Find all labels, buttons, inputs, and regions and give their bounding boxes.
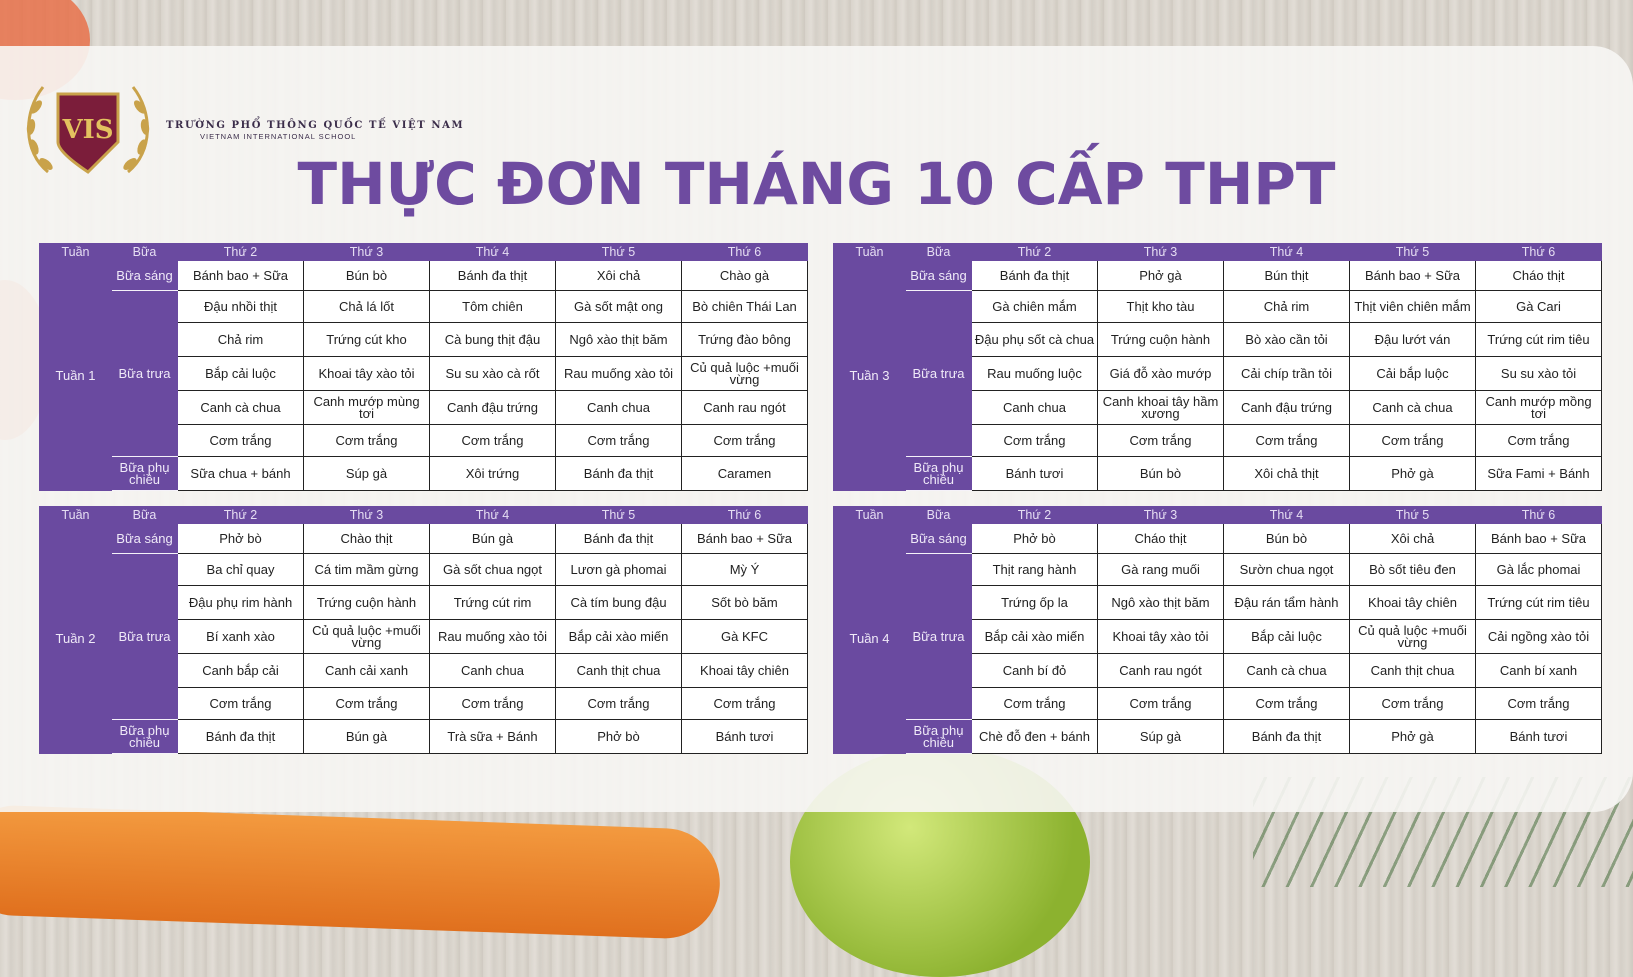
menu-cell: Tôm chiên	[430, 291, 556, 323]
menu-cell: Cơm trắng	[304, 688, 430, 720]
menu-cell: Cơm trắng	[1476, 425, 1602, 457]
menu-cell: Rau muống xào tỏi	[430, 620, 556, 654]
meal-label-snack: Bữa phụ chiều	[112, 457, 178, 491]
meal-label-snack: Bữa phụ chiều	[906, 457, 972, 491]
menu-cell: Canh cà chua	[178, 391, 304, 425]
menu-cell: Thịt viên chiên mắm	[1350, 291, 1476, 323]
menu-cell: Bánh đa thịt	[972, 261, 1098, 291]
menu-cell: Cơm trắng	[178, 425, 304, 457]
menu-cell: Bắp cải luộc	[178, 357, 304, 391]
menu-cell: Canh bí xanh	[1476, 654, 1602, 688]
menu-cell: Chả lá lốt	[304, 291, 430, 323]
menu-cell: Bánh đa thịt	[178, 720, 304, 754]
menu-cell: Bắp cải xào miến	[556, 620, 682, 654]
meal-label-snack: Bữa phụ chiều	[906, 720, 972, 754]
menu-cell: Gà sốt chua ngọt	[430, 554, 556, 586]
menu-cell: Bánh bao + Sữa	[178, 261, 304, 291]
menu-cell: Bánh bao + Sữa	[1476, 524, 1602, 554]
menu-cell: Canh đậu trứng	[1224, 391, 1350, 425]
menu-cell: Bún gà	[430, 524, 556, 554]
column-header: Thứ 6	[682, 507, 808, 524]
column-header: Thứ 4	[1224, 244, 1350, 261]
menu-cell: Đậu phụ rim hành	[178, 586, 304, 620]
menu-cell: Phở bò	[178, 524, 304, 554]
column-header: Thứ 5	[556, 244, 682, 261]
menu-cell: Gà rang muối	[1098, 554, 1224, 586]
menu-cell: Bánh tươi	[972, 457, 1098, 491]
menu-cell: Cháo thịt	[1098, 524, 1224, 554]
menu-cell: Trứng cuộn hành	[1098, 323, 1224, 357]
menu-cell: Cải chíp trần tỏi	[1224, 357, 1350, 391]
menu-cell: Caramen	[682, 457, 808, 491]
menu-cell: Trứng đào bông	[682, 323, 808, 357]
menu-cell: Cà bung thịt đậu	[430, 323, 556, 357]
column-header: Thứ 4	[430, 244, 556, 261]
menu-cell: Ba chỉ quay	[178, 554, 304, 586]
menu-cell: Gà lắc phomai	[1476, 554, 1602, 586]
column-header: Thứ 2	[972, 244, 1098, 261]
column-header: Thứ 3	[1098, 507, 1224, 524]
menu-cell: Bánh tươi	[682, 720, 808, 754]
menu-cell: Canh mướp mùng tơi	[304, 391, 430, 425]
menu-cell: Canh mướp mồng tơi	[1476, 391, 1602, 425]
menu-table-week-1	[39, 243, 808, 491]
menu-cell: Cơm trắng	[556, 688, 682, 720]
menu-cell: Trứng cút rim tiêu	[1476, 323, 1602, 357]
meal-label-lunch: Bữa trưa	[112, 291, 178, 457]
menu-cell: Cơm trắng	[1098, 425, 1224, 457]
menu-cell: Phở bò	[972, 524, 1098, 554]
column-header: Thứ 4	[430, 507, 556, 524]
menu-cell: Canh khoai tây hầm xương	[1098, 391, 1224, 425]
menu-cell: Chả rim	[178, 323, 304, 357]
menu-cell: Phở bò	[556, 720, 682, 754]
column-header: Thứ 2	[178, 244, 304, 261]
meal-label-breakfast: Bữa sáng	[112, 524, 178, 554]
menu-cell: Phở gà	[1350, 720, 1476, 754]
menu-table-week-2	[39, 506, 808, 754]
menu-cell: Bánh đa thịt	[556, 457, 682, 491]
school-name	[166, 120, 464, 141]
column-header: Thứ 5	[1350, 244, 1476, 261]
menu-cell: Khoai tây xào tỏi	[304, 357, 430, 391]
menu-cell: Trứng cút kho	[304, 323, 430, 357]
menu-cell: Gà sốt mật ong	[556, 291, 682, 323]
menu-cell: Canh cải xanh	[304, 654, 430, 688]
meal-label-lunch: Bữa trưa	[906, 554, 972, 720]
column-header: Thứ 6	[1476, 244, 1602, 261]
menu-cell: Thịt rang hành	[972, 554, 1098, 586]
week-label: Tuần 3	[834, 261, 906, 491]
menu-cell: Cơm trắng	[178, 688, 304, 720]
menu-cell: Canh chua	[556, 391, 682, 425]
menu-cell: Bò xào cần tỏi	[1224, 323, 1350, 357]
menu-cell: Thịt kho tàu	[1098, 291, 1224, 323]
menu-cell: Chè đỗ đen + bánh	[972, 720, 1098, 754]
menu-cell: Cơm trắng	[1476, 688, 1602, 720]
menu-cell: Phở gà	[1350, 457, 1476, 491]
menu-cell: Sườn chua ngọt	[1224, 554, 1350, 586]
menu-cell: Trứng cuộn hành	[304, 586, 430, 620]
column-header: Bữa	[112, 244, 178, 261]
menu-cell: Cơm trắng	[430, 688, 556, 720]
column-header: Tuần	[834, 507, 906, 524]
menu-cell: Rau muống xào tỏi	[556, 357, 682, 391]
menu-cell: Cơm trắng	[430, 425, 556, 457]
menu-cell: Xôi chả	[556, 261, 682, 291]
school-name-en: VIETNAM INTERNATIONAL SCHOOL	[200, 132, 357, 141]
menu-table-week-3	[833, 243, 1602, 491]
menu-cell: Cải ngồng xào tỏi	[1476, 620, 1602, 654]
menu-cell: Bún gà	[304, 720, 430, 754]
menu-cell: Canh cà chua	[1350, 391, 1476, 425]
menu-cell: Xôi trứng	[430, 457, 556, 491]
column-header: Thứ 5	[556, 507, 682, 524]
menu-cell: Chào gà	[682, 261, 808, 291]
menu-cell: Canh bí đỏ	[972, 654, 1098, 688]
meal-label-breakfast: Bữa sáng	[112, 261, 178, 291]
menu-cell: Ngô xào thịt băm	[1098, 586, 1224, 620]
menu-cell: Bắp cải xào miến	[972, 620, 1098, 654]
menu-cell: Cơm trắng	[972, 688, 1098, 720]
meal-label-lunch: Bữa trưa	[112, 554, 178, 720]
column-header: Thứ 3	[1098, 244, 1224, 261]
menu-cell: Chào thịt	[304, 524, 430, 554]
menu-cell: Cơm trắng	[556, 425, 682, 457]
menu-cell: Su su xào cà rốt	[430, 357, 556, 391]
meal-label-lunch: Bữa trưa	[906, 291, 972, 457]
menu-cell: Canh chua	[972, 391, 1098, 425]
menu-cell: Xôi chả	[1350, 524, 1476, 554]
menu-cell: Sốt bò băm	[682, 586, 808, 620]
menu-cell: Khoai tây xào tỏi	[1098, 620, 1224, 654]
menu-cell: Gà KFC	[682, 620, 808, 654]
menu-cell: Canh rau ngót	[682, 391, 808, 425]
menu-cell: Đậu phụ sốt cà chua	[972, 323, 1098, 357]
column-header: Thứ 2	[178, 507, 304, 524]
menu-cell: Củ quả luộc +muối vừng	[1350, 620, 1476, 654]
menu-cell: Chả rim	[1224, 291, 1350, 323]
menu-cell: Gà Cari	[1476, 291, 1602, 323]
menu-cell: Bánh bao + Sữa	[1350, 261, 1476, 291]
menu-cell: Súp gà	[1098, 720, 1224, 754]
menu-cell: Canh cà chua	[1224, 654, 1350, 688]
menu-cell: Canh bắp cải	[178, 654, 304, 688]
menu-cell: Cơm trắng	[682, 425, 808, 457]
column-header: Tuần	[834, 244, 906, 261]
menu-cell: Đậu nhồi thịt	[178, 291, 304, 323]
menu-cell: Bò chiên Thái Lan	[682, 291, 808, 323]
menu-cell: Đậu rán tẩm hành	[1224, 586, 1350, 620]
menu-cell: Cá tim mầm gừng	[304, 554, 430, 586]
column-header: Tuần	[40, 507, 112, 524]
menu-cell: Cơm trắng	[1224, 688, 1350, 720]
menu-cell: Cơm trắng	[1224, 425, 1350, 457]
menu-cell: Bắp cải luộc	[1224, 620, 1350, 654]
carrot-decoration	[0, 804, 722, 940]
column-header: Thứ 4	[1224, 507, 1350, 524]
school-name-vn: TRƯỜNG PHỔ THÔNG QUỐC TẾ VIỆT NAM	[166, 120, 465, 131]
menu-cell: Sữa chua + bánh	[178, 457, 304, 491]
column-header: Thứ 3	[304, 507, 430, 524]
menu-cell: Cơm trắng	[1350, 688, 1476, 720]
svg-text:VIS: VIS	[62, 115, 114, 145]
menu-cell: Củ quả luộc +muối vừng	[682, 357, 808, 391]
menu-cell: Canh chua	[430, 654, 556, 688]
menu-cell: Cà tím bung đậu	[556, 586, 682, 620]
menu-cell: Cơm trắng	[1350, 425, 1476, 457]
menu-cell: Bánh đa thịt	[556, 524, 682, 554]
week-label: Tuần 4	[834, 524, 906, 754]
menu-cell: Cơm trắng	[304, 425, 430, 457]
menu-cell: Canh đậu trứng	[430, 391, 556, 425]
column-header: Bữa	[906, 244, 972, 261]
menu-cell: Bún bò	[1224, 524, 1350, 554]
column-header: Thứ 6	[682, 244, 808, 261]
menu-cell: Canh thịt chua	[556, 654, 682, 688]
column-header: Bữa	[112, 507, 178, 524]
menu-cell: Phở gà	[1098, 261, 1224, 291]
menu-cell: Bánh đa thịt	[430, 261, 556, 291]
menu-cell: Bò sốt tiêu đen	[1350, 554, 1476, 586]
menu-cell: Bánh tươi	[1476, 720, 1602, 754]
menu-table-week-4	[833, 506, 1602, 754]
menu-cell: Giá đỗ xào mướp	[1098, 357, 1224, 391]
menu-cell: Trứng ốp la	[972, 586, 1098, 620]
menu-cell: Bún thịt	[1224, 261, 1350, 291]
menu-cell: Canh thịt chua	[1350, 654, 1476, 688]
meal-label-breakfast: Bữa sáng	[906, 261, 972, 291]
menu-cell: Khoai tây chiên	[682, 654, 808, 688]
menu-cell: Rau muống luộc	[972, 357, 1098, 391]
meal-label-snack: Bữa phụ chiều	[112, 720, 178, 754]
menu-cell: Khoai tây chiên	[1350, 586, 1476, 620]
menu-cell: Gà chiên mắm	[972, 291, 1098, 323]
column-header: Thứ 6	[1476, 507, 1602, 524]
menu-cell: Trứng cút rim tiêu	[1476, 586, 1602, 620]
page-title: THỰC ĐƠN THÁNG 10 CẤP THPT	[297, 150, 1336, 218]
menu-cell: Bún bò	[1098, 457, 1224, 491]
menu-cell: Súp gà	[304, 457, 430, 491]
menu-cell: Sữa Fami + Bánh	[1476, 457, 1602, 491]
menu-cell: Ngô xào thịt băm	[556, 323, 682, 357]
menu-cell: Mỳ Ý	[682, 554, 808, 586]
menu-cell: Trứng cút rim	[430, 586, 556, 620]
menu-cell: Cơm trắng	[1098, 688, 1224, 720]
menu-cell: Bí xanh xào	[178, 620, 304, 654]
meal-label-breakfast: Bữa sáng	[906, 524, 972, 554]
column-header: Thứ 3	[304, 244, 430, 261]
week-label: Tuần 1	[40, 261, 112, 491]
menu-cell: Canh rau ngót	[1098, 654, 1224, 688]
menu-cell: Cơm trắng	[972, 425, 1098, 457]
menu-cell: Trà sữa + Bánh	[430, 720, 556, 754]
menu-cell: Cháo thịt	[1476, 261, 1602, 291]
menu-cell: Củ quả luộc +muối vừng	[304, 620, 430, 654]
menu-cell: Cơm trắng	[682, 688, 808, 720]
menu-cell: Xôi chả thịt	[1224, 457, 1350, 491]
column-header: Thứ 2	[972, 507, 1098, 524]
column-header: Tuần	[40, 244, 112, 261]
menu-cell: Bún bò	[304, 261, 430, 291]
column-header: Thứ 5	[1350, 507, 1476, 524]
menu-cell: Đậu lướt ván	[1350, 323, 1476, 357]
column-header: Bữa	[906, 507, 972, 524]
menu-cell: Lươn gà phomai	[556, 554, 682, 586]
menu-cell: Bánh bao + Sữa	[682, 524, 808, 554]
menu-cell: Bánh đa thịt	[1224, 720, 1350, 754]
menu-cell: Su su xào tỏi	[1476, 357, 1602, 391]
menu-cell: Cải bắp luộc	[1350, 357, 1476, 391]
week-label: Tuần 2	[40, 524, 112, 754]
